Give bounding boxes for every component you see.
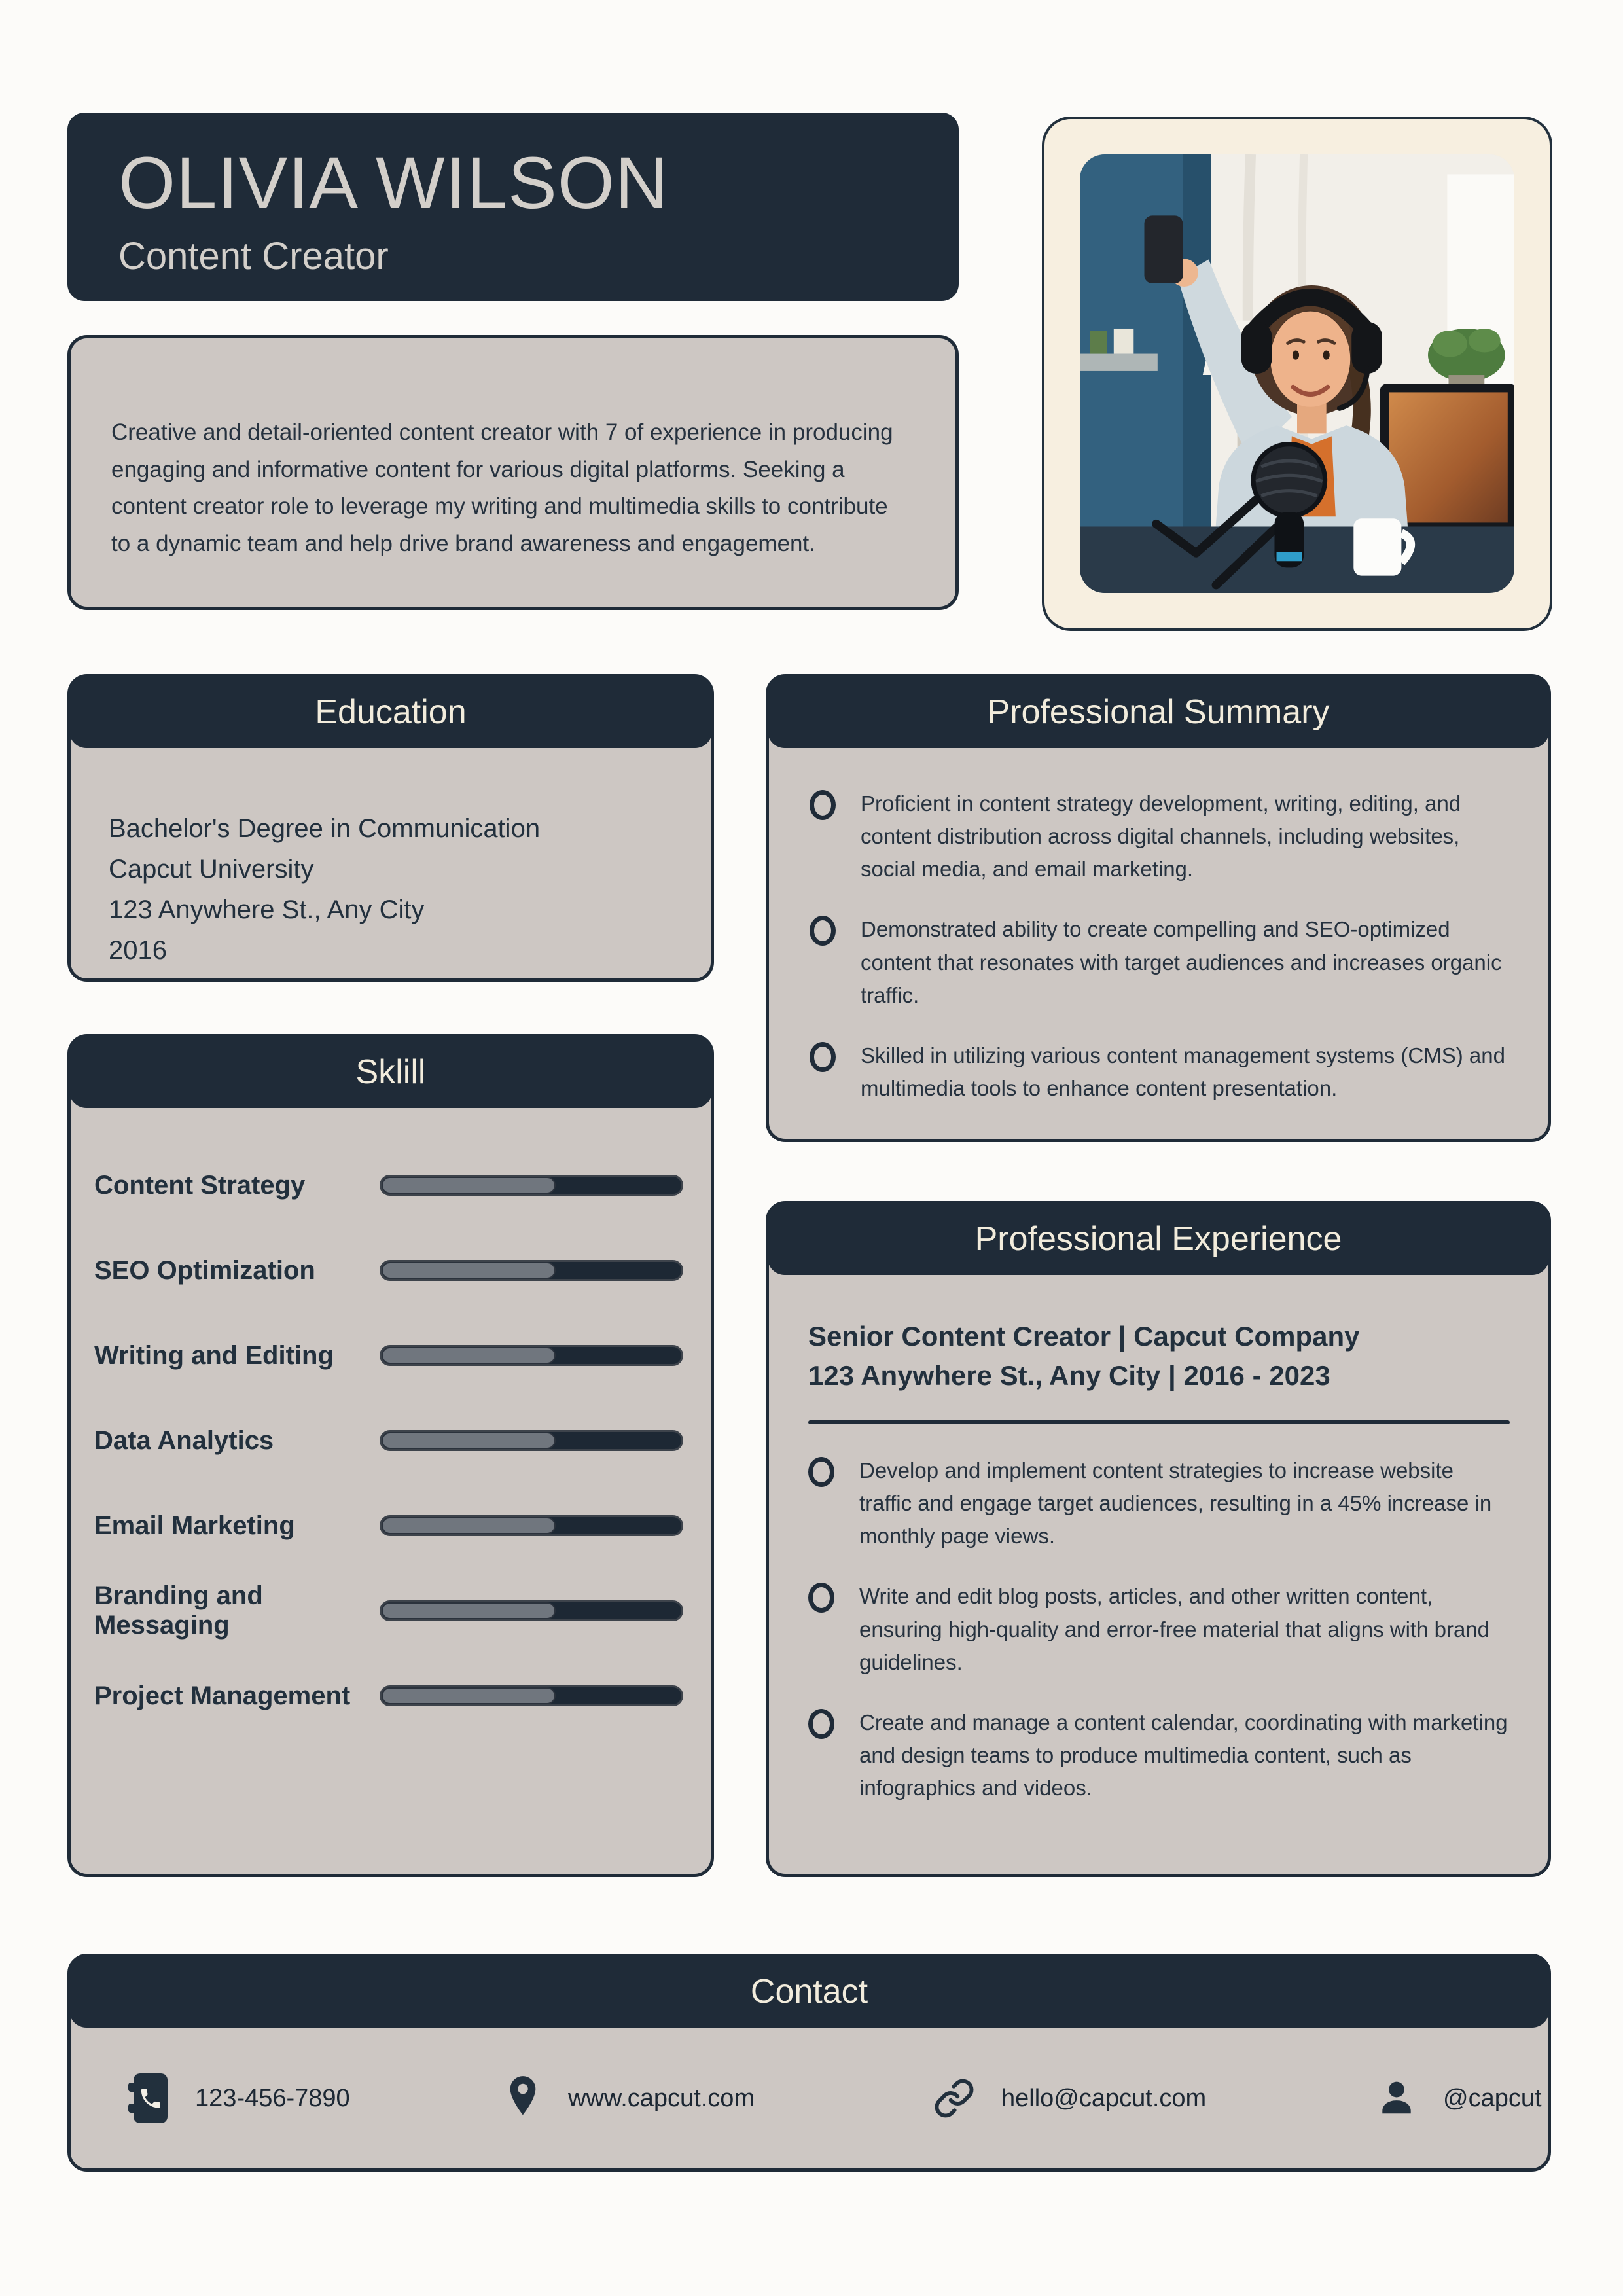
education-heading-label: Education [315,693,467,731]
contact-handle [1376,2072,1542,2125]
list-item [810,913,1511,1011]
experience-body [769,1275,1548,1804]
skill-bar [380,1685,683,1706]
experience-list [808,1454,1510,1804]
bullet-text: Proficient in content strategy development, writing, editing, and content distribution across digital channels, including websites, social media, and email marketing. [861,791,1461,882]
bullet-text: Demonstrated ability to create compelling and SEO-optimized content that resonates with target audiences and increases organic traffic. [861,917,1502,1007]
education-body [71,748,711,971]
circle-bullet-icon [808,1709,834,1739]
bullet-text: Write and edit blog posts, articles, and other written content, ensuring high-quality and error-free material that aligns with brand guidelines. [859,1584,1490,1674]
contact-phone-text: 123-456-7890 [195,2084,350,2112]
professional-experience-card [766,1201,1551,1877]
skill-row [71,1170,711,1201]
skill-row [71,1255,711,1286]
contact-website-text: www.capcut.com [568,2084,755,2112]
phone-icon [127,2072,169,2125]
skill-bar-fill [382,1517,556,1534]
skill-bar-fill [382,1177,556,1194]
circle-bullet-icon [808,1583,834,1613]
contact-card [67,1954,1551,2172]
person-title: Content Creator [118,235,389,278]
header-card [67,113,959,301]
professional-summary-heading-label: Professional Summary [987,693,1330,731]
professional-experience-heading-label: Professional Experience [974,1220,1342,1258]
skill-row [71,1581,711,1640]
divider [808,1420,1510,1424]
bullet-text: Create and manage a content calendar, coordinating with marketing and design teams to produce multimedia content, such as infographics and videos. [859,1710,1508,1801]
list-item [808,1580,1510,1678]
circle-bullet-icon [810,790,836,820]
circle-bullet-icon [810,916,836,946]
skill-bar-fill [382,1602,556,1619]
skill-label: Email Marketing [94,1511,295,1540]
education-address: 123 Anywhere St., Any City [109,895,425,924]
skills-heading-label: Sklill [355,1053,426,1091]
education-school: Capcut University [109,855,314,884]
skill-label: Data Analytics [94,1426,274,1455]
contact-body [71,2028,1548,2174]
education-degree: Bachelor's Degree in Communication [109,814,541,843]
profile-photo-illustration [1080,154,1514,593]
education-card [67,674,714,982]
skill-bar-fill [382,1687,556,1704]
skill-row [71,1680,711,1712]
education-year: 2016 [109,936,167,965]
skill-row [71,1510,711,1541]
contact-email [933,2072,1206,2125]
skill-row [71,1425,711,1456]
professional-summary-card [766,674,1551,1142]
link-icon [933,2077,975,2119]
professional-experience-heading [768,1203,1549,1275]
contact-heading-label: Contact [750,1973,868,2011]
list-item [810,787,1511,886]
experience-role: Senior Content Creator | Capcut Company [808,1321,1360,1352]
professional-summary-heading [768,676,1549,748]
skill-label: Project Management [94,1681,351,1710]
circle-bullet-icon [808,1457,834,1487]
contact-website [504,2072,755,2125]
contact-phone [127,2072,350,2125]
skill-bar-fill [382,1262,556,1279]
location-icon [504,2073,542,2124]
education-heading [69,676,712,748]
contact-heading [69,1956,1549,2028]
skill-bar-fill [382,1347,556,1364]
skill-label: Writing and Editing [94,1340,334,1370]
skills-body [71,1108,711,1712]
user-icon [1376,2078,1417,2119]
circle-bullet-icon [810,1042,836,1072]
photo-card [1042,117,1552,631]
skill-label: Branding and Messaging [94,1581,263,1640]
list-item [810,1039,1511,1105]
skill-bar [380,1260,683,1281]
skill-bar-fill [382,1432,556,1449]
summary-text: Creative and detail-oriented content creator with 7 of experience in producing engaging and informative content for various digital platforms. Seeking a content creator role to leverage my writing and multimedia skills to contribute to a dynamic team and help drive brand awareness and engagement. [111,420,893,557]
skill-bar [380,1430,683,1451]
profile-photo [1080,154,1514,593]
skill-label: Content Strategy [94,1170,306,1200]
contact-handle-text: @capcut [1443,2084,1542,2112]
skills-heading [69,1036,712,1108]
person-name: OLIVIA WILSON [118,142,669,224]
summary-card [67,335,959,610]
list-item [808,1706,1510,1804]
contact-email-text: hello@capcut.com [1001,2084,1207,2112]
skill-label: SEO Optimization [94,1255,315,1285]
bullet-text: Skilled in utilizing various content management systems (CMS) and multimedia tools to enhance content presentation. [861,1043,1505,1101]
list-item [808,1454,1510,1552]
skill-bar [380,1515,683,1536]
skill-row [71,1340,711,1371]
skills-card [67,1034,714,1877]
skill-bar [380,1600,683,1621]
skill-bar [380,1175,683,1196]
bullet-text: Develop and implement content strategies to increase website traffic and engage target audiences, resulting in a 45% increase in monthly page views. [859,1458,1492,1549]
professional-summary-list [769,748,1548,1105]
skill-bar [380,1345,683,1366]
experience-meta: 123 Anywhere St., Any City | 2016 - 2023 [808,1360,1330,1391]
